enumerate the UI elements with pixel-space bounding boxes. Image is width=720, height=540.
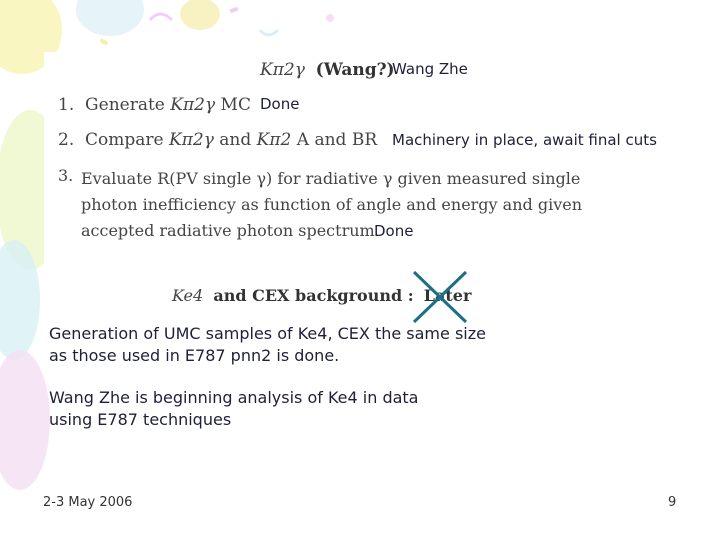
item-number: 1. (58, 95, 75, 115)
cross-out-mark (410, 268, 470, 326)
item-3-line: Evaluate R(PV single γ) for radiative γ given measured single (81, 169, 581, 188)
owner-label: (Wang?) (315, 60, 395, 80)
item-1 (58, 95, 251, 115)
item-2-note: Machinery in place, await final cuts (392, 131, 657, 149)
item-1-note: Done (260, 95, 300, 113)
footer-date: 2-3 May 2006 (43, 495, 133, 510)
ke4-text: and CEX background : (213, 286, 414, 305)
paragraph-umc (49, 323, 486, 367)
item-3-number: 3. (58, 166, 74, 185)
paragraph-line: Generation of UMC samples of Ke4, CEX the same size (49, 324, 486, 343)
item-text: Generate (85, 95, 165, 115)
item-text: A and BR (296, 130, 378, 150)
k-pi2gamma-symbol: Kπ2γ (170, 95, 216, 115)
k-pi2-symbol: Kπ2 (256, 130, 292, 150)
item-text: and (219, 130, 252, 150)
header-line (260, 60, 395, 80)
paragraph-line: using E787 techniques (49, 410, 232, 429)
k-pi2gamma-symbol: Kπ2γ (169, 130, 214, 150)
item-3-line: photon inefficiency as function of angle and energy and given (81, 195, 583, 214)
ke4-symbol: Ke4 (172, 286, 204, 305)
paragraph-line: as those used in E787 pnn2 is done. (49, 346, 340, 365)
paragraph-line: Wang Zhe is beginning analysis of Ke4 in data (49, 388, 419, 407)
item-number: 2. (58, 130, 75, 150)
item-3-note: Done (374, 222, 414, 240)
k-pi2gamma-symbol: Kπ2γ (260, 60, 305, 80)
item-text: Compare (85, 130, 164, 150)
item-3-line: accepted radiative photon spectrum (81, 221, 375, 240)
paragraph-analysis (49, 387, 418, 431)
page-number: 9 (668, 495, 677, 510)
header-note: Wang Zhe (392, 60, 468, 78)
later-label: Later (423, 286, 472, 305)
item-2 (58, 130, 377, 150)
item-3 (81, 166, 582, 244)
item-text: MC (220, 95, 251, 115)
